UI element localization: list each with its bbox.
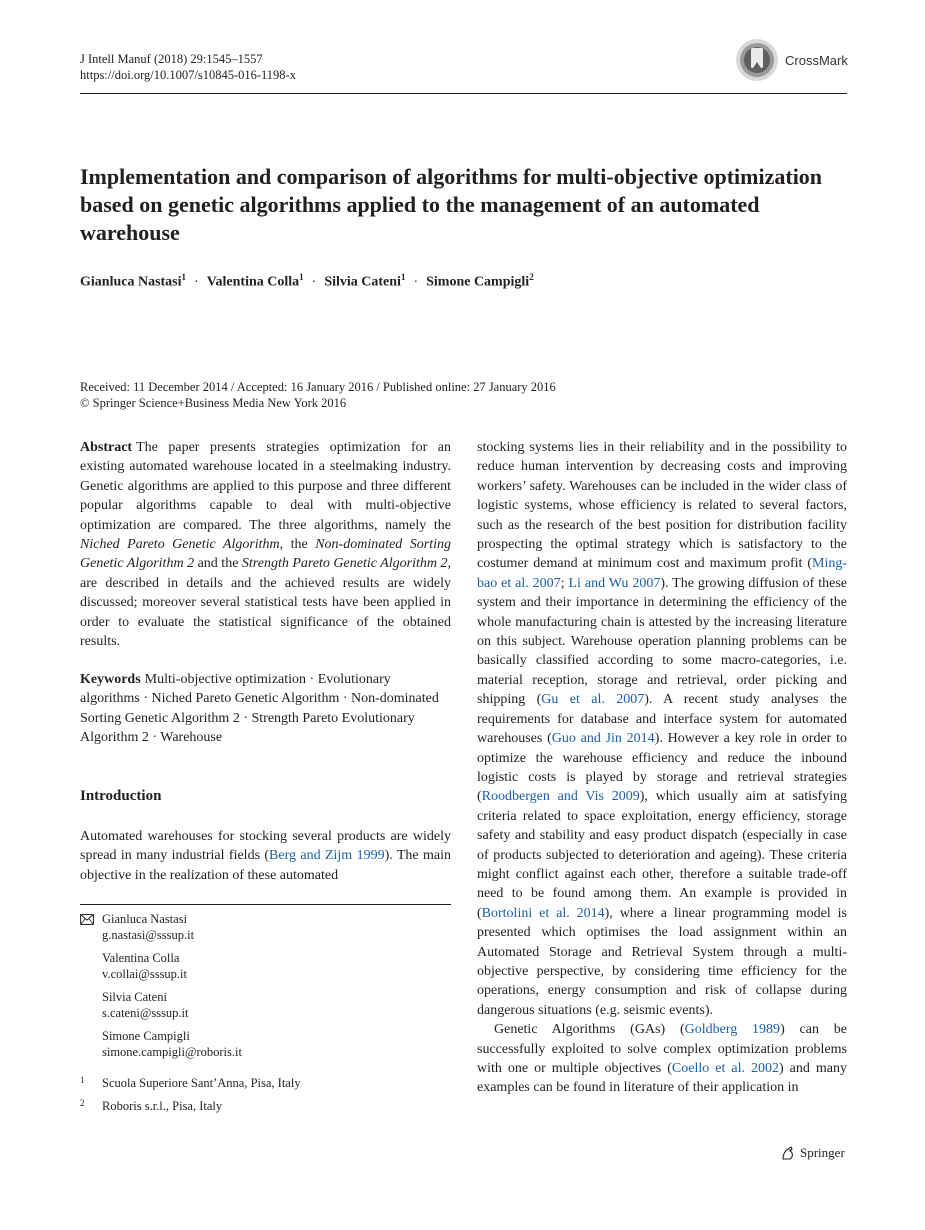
keywords-label: Keywords xyxy=(80,672,141,687)
citation-link[interactable]: Roodbergen and Vis 2009 xyxy=(481,789,640,805)
author-contacts xyxy=(80,912,242,1068)
section-heading-introduction: Introduction xyxy=(80,788,162,804)
intro-paragraph xyxy=(477,438,847,1020)
copyright-line: © Springer Science+Business Media New York 2016 xyxy=(80,396,347,410)
intro-right-column xyxy=(477,438,847,1098)
citation-link[interactable]: Guo and Jin 2014 xyxy=(551,731,655,747)
contact-name: Silvia Cateni xyxy=(102,990,167,1004)
body-text: ), which usually aim at satisfying criteria related to space exploitation, energy efficiency, storage safety and stability and easy product dispatch (especially in case of products subjected to deterioration and ageing). These criteria might conflict against each other, therefore a suitable trade-off need to be found among them. An example is provided in ( xyxy=(477,789,847,921)
author-name[interactable]: Valentina Colla xyxy=(206,274,300,290)
abstract-italic-term: Niched Pareto Genetic Algorithm xyxy=(80,537,280,553)
citation-link[interactable]: Li and Wu 2007 xyxy=(568,575,661,591)
affiliation-number: 1 xyxy=(80,1075,85,1085)
body-text: ) and many examples can be found in literature of their application in xyxy=(477,1061,847,1096)
history-line: Received: 11 December 2014 / Accepted: 16 January 2016 / Published online: 27 January 2016 xyxy=(80,380,556,394)
journal-header xyxy=(80,51,296,83)
abstract-text: and the xyxy=(194,556,242,572)
author-affiliation-mark: 1 xyxy=(181,272,187,282)
contact-name: Gianluca Nastasi xyxy=(102,912,188,926)
contact-name: Valentina Colla xyxy=(102,951,180,965)
affiliation-item xyxy=(80,1076,451,1092)
crossmark-icon xyxy=(735,38,779,82)
crossmark-label: CrossMark xyxy=(785,52,848,68)
abstract-label: Abstract xyxy=(80,440,133,455)
citation-link[interactable]: Berg and Zijm 1999 xyxy=(269,848,385,864)
abstract-text: The paper presents strategies optimization for an existing automated warehouse located in a steelmaking industry. Genetic algorithms are applied to this purpose and three different popular algorithms capable to deal with multi-objective optimization are compared. The three algorithms, namely the xyxy=(80,440,451,533)
citation-link[interactable]: Bortolini et al. 2014 xyxy=(481,905,605,921)
publisher-logo xyxy=(780,1145,845,1161)
body-text: ). However a key role in order to optimize the warehouse efficiency and reduce the inbound logistic costs is played by storage and retrieval strategies ( xyxy=(477,731,847,805)
author-affiliation-mark: 1 xyxy=(299,272,304,282)
intro-paragraph xyxy=(80,827,451,885)
contact-email[interactable]: g.nastasi@sssup.it xyxy=(102,927,195,942)
author-separator: · xyxy=(194,274,199,290)
author-affiliation-mark: 1 xyxy=(400,272,406,282)
citation-link[interactable]: Ming-bao et al. 2007 xyxy=(477,556,847,591)
footnote-rule xyxy=(80,904,451,905)
citation-link[interactable]: Coello et al. 2002 xyxy=(671,1061,779,1076)
body-text: ) can be successfully exploited to solve complex optimization problems with one or multiple objectives ( xyxy=(477,1022,847,1076)
keywords xyxy=(80,670,451,748)
author-list xyxy=(80,272,534,291)
body-text: ). The growing diffusion of these system and their importance in determining the efficiency of the whole manufacturing chain is attested by the increasing literature on this subject. Warehouse operation planning problems can be basically classified according to some macro-categories, i.e. material reception, storage and retrieval, order picking and shipping ( xyxy=(477,575,847,708)
abstract-italic-term: Non-dominated Sorting Genetic Algorithm 2 xyxy=(80,537,451,572)
contact-email[interactable]: v.collai@sssup.it xyxy=(102,966,188,981)
contact-entry xyxy=(102,951,242,982)
body-text: ). The main objective in the realization of these automated xyxy=(80,848,451,883)
keywords-text: Multi-objective optimization · Evolutionary algorithms · Niched Pareto Genetic Algorithm · Non-dominated Sorting Genetic Algorithm 2 · Strength Pareto Evolutionary Algorithm 2 · Warehouse xyxy=(80,672,439,746)
author-separator: · xyxy=(413,274,419,290)
body-text: ). A recent study analyses the requirements for database and interface system for automated warehouses ( xyxy=(477,692,847,747)
body-text: stocking systems lies in their reliability and in the possibility to reduce human intervention by decreasing costs and improving workers’ safety. Warehouses can be included in the wider class of logistic systems, whose efficiency is related to several factors, such as the research of the best position for distribution facility prospecting the optimal strategy which is satisfactory to the costumer demand at minimum cost and maximum profit ( xyxy=(477,440,847,572)
affiliation-number: 2 xyxy=(80,1098,85,1108)
doi-link[interactable]: https://doi.org/10.1007/s10845-016-1198-x xyxy=(80,68,296,82)
publisher-name: Springer xyxy=(800,1145,845,1160)
envelope-icon xyxy=(80,914,94,925)
paper-title: Implementation and comparison of algorithms for multi-objective optimization based on genetic algorithms applied to the management of an automated warehouse xyxy=(80,164,823,245)
springer-horse-icon xyxy=(780,1145,796,1161)
crossmark-badge[interactable] xyxy=(735,38,848,82)
abstract-text: , are described in details and the achieved results are widely discussed; moreover several statistical tests have been applied in order to evaluate the statistical significance of the obtained results. xyxy=(80,556,451,650)
contact-entry xyxy=(102,1029,242,1060)
contact-entry xyxy=(102,912,242,943)
body-text: Genetic Algorithms (GAs) ( xyxy=(494,1022,685,1038)
intro-paragraph xyxy=(477,1020,847,1098)
abstract-text: , the xyxy=(279,537,316,553)
contact-email[interactable]: simone.campigli@roboris.it xyxy=(102,1044,242,1059)
affiliation-item xyxy=(80,1099,451,1115)
affiliation-text: Scuola Superiore Sant’Anna, Pisa, Italy xyxy=(102,1076,301,1090)
contact-email[interactable]: s.cateni@sssup.it xyxy=(102,1005,189,1020)
author-separator: · xyxy=(311,274,317,290)
body-text: ; xyxy=(560,575,569,591)
abstract-italic-term: Strength Pareto Genetic Algorithm 2 xyxy=(241,556,448,572)
abstract xyxy=(80,438,451,651)
body-text: ), where a linear programming model is presented which optimises the load assignment within an Automated Storage and Retrieval System through a multi-objective perspective, by considering time efficiency for the operations, energy consumption and risk of collapse during dangerous situations (e.g. seismic events). xyxy=(477,905,848,1018)
affiliation-text: Roboris s.r.l., Pisa, Italy xyxy=(102,1099,223,1113)
author-name[interactable]: Simone Campigli xyxy=(426,274,530,290)
citation-link[interactable]: Gu et al. 2007 xyxy=(541,692,645,708)
author-name[interactable]: Gianluca Nastasi xyxy=(80,274,182,290)
journal-citation: J Intell Manuf (2018) 29:1545–1557 xyxy=(80,52,263,66)
contact-name: Simone Campigli xyxy=(102,1029,190,1043)
author-affiliation-mark: 2 xyxy=(529,272,534,282)
body-text: Automated warehouses for stocking several products are widely spread in many industrial fields ( xyxy=(80,829,451,864)
author-name[interactable]: Silvia Cateni xyxy=(324,274,401,290)
contact-entry xyxy=(102,990,242,1021)
header-rule xyxy=(80,93,847,94)
citation-link[interactable]: Goldberg 1989 xyxy=(684,1022,781,1038)
publication-dates xyxy=(80,379,556,411)
